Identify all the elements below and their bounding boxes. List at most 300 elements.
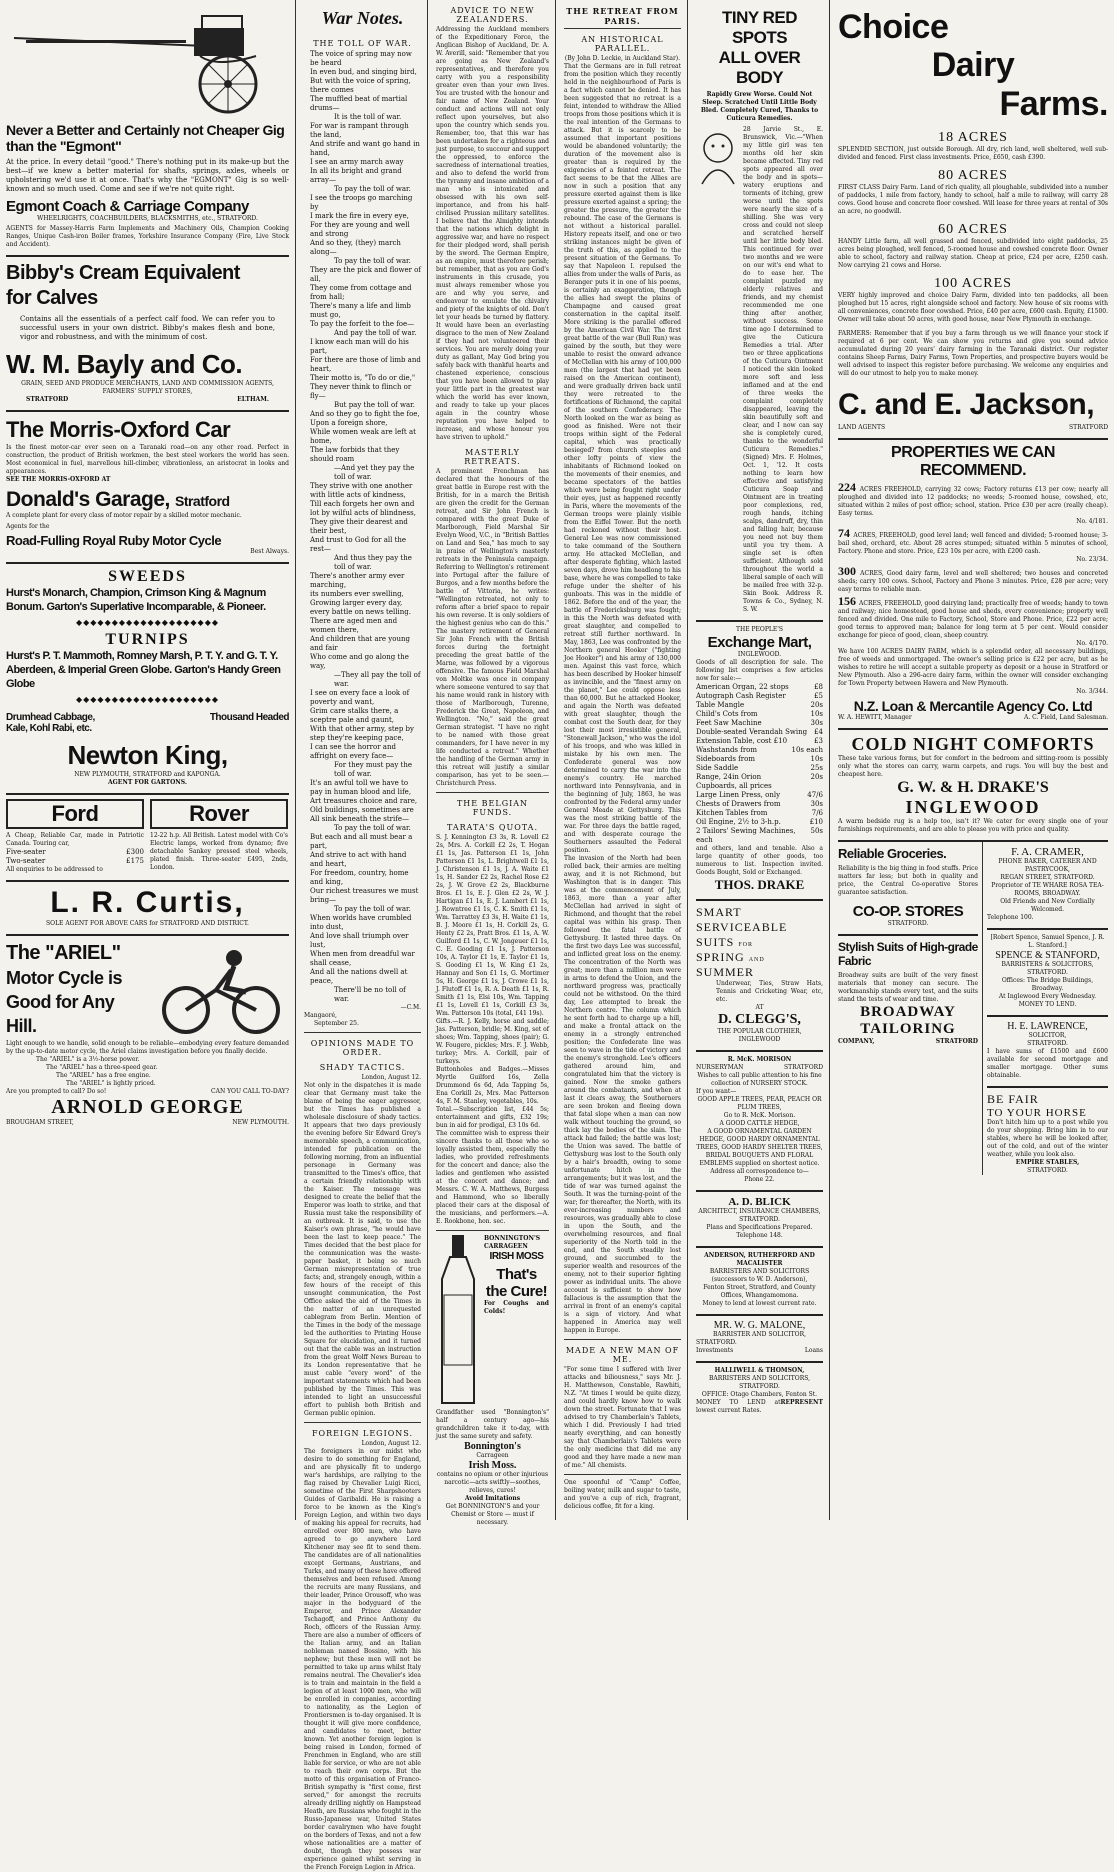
shady-title: SHADY TACTICS. <box>319 1063 406 1072</box>
ariel-call: CAN YOU CALL TO-DAY? <box>211 1088 289 1095</box>
ariel-body: Light enough to we handle, solid enough to be reliable—embodying every feature demanded by the up-to-date motor cycle, the Ariel claims investigation before you finally decide. <box>6 1040 289 1055</box>
farm-listing-body: VERY highly improved and choice Dairy Farm, divided into ten paddocks, all been ploughed but 15 acres, right alongside school and factory. New house of six rooms with all conveniences, concrete floor cowshed. Price, £40 per acre, £600 cash. Equity, £1500. Owner will take about 50 acres, with good house, near New Plymouth in exchange. <box>838 292 1108 323</box>
garage-town: Stratford <box>174 493 230 509</box>
column-ads-left <box>0 0 296 1520</box>
committee-body: The committee wish to express their sincere thanks to all those who so loyally assisted them, especially the ladies, who provided refreshments for the concert and dance; also the ladies and gentlemen who assisted at the concert and dance; and Messrs. C. W. A. Matthews, Burgess and Hammond, who so liberally placed their cars at the disposal of the musicians, and performers.—A. E. Rookbone, hon. sec. <box>436 1130 549 1225</box>
cramer-name: F. A. CRAMER, <box>1011 846 1084 858</box>
exchange-item <box>696 791 823 800</box>
morison-ad <box>696 1052 823 1192</box>
anderson-money: Money to lend at lowest current rate. <box>702 1300 817 1307</box>
garage-plant: A complete plant for every class of motor repair by a skilled motor mechanic. <box>6 512 242 519</box>
morison-phone: Phone 22. <box>744 1176 775 1183</box>
exchange-item <box>696 809 823 818</box>
fund-title: THE BELGIAN FUNDS. <box>456 799 529 817</box>
poem-line: For war is rampant through the land, <box>310 122 409 139</box>
poem-line: For there are those of limb and heart, <box>310 356 421 373</box>
anderson-ad <box>696 1248 823 1316</box>
morris-ad <box>6 412 289 564</box>
horse-ad <box>987 1088 1108 1175</box>
column-retreat <box>558 0 688 1520</box>
poem-line: The muffled beat of martial drums— <box>310 95 408 112</box>
clegg-headline-3: SUITS <box>696 935 735 949</box>
parallel-body-2: The invasion of the North had been rolled back, their armies are melting away, and it is not Richmond, but Washington that is in danger. This was at the commencement of July, 1863, more than a year after McClellan had arrived in sight of Richmond, and thought that the rebel capital was within his grasp. Then followed the fatal battle of Gettysburg. It lasted three days. On the first two days Lee was successful, and inflicted great loss on the enemy. The concentration of the North was great; more than a million men were in arms to defend the Union, and the northward progress was, practically could not be withstood. On the third day, Lee attempted to break the Northern centre. The column which he sent forth had to charge up a hill, and make a frontal attack on the enemy in a strongly entrenched position; the Confederate line was seen to wave in the tide of victory and the enemy's stronghold. Lee's officers gathered around him, and congratulated him that the victory is gained. Now the smoke gathers around the combatants, and when at last it clears away, the Southerners are seen broken and fleeing down that fatal slope when a man can now walk without touching the ground, so thick lay the bodies of the slain. The attack had failed; the battle was lost; the Union was saved. The battle of Gettysburg was lost to the South only by a hair's breadth, owing to some unfortunate hitch in the arrangements; but it was lost, and the tide of war was turned against the South. It was the turning-point of the war; for thereafter, the North, with its ever-increasing numbers and resources, was gradually able to close in upon the South, and the overwhelming resources, and final superiority of the North told in the end, and the South steadily lost ground, and succumbed to the superior wealth and resources of the enemy, not to their superior fighting power as individual units. The above account is sufficient to show how fallacious is the assumption that the arrival in front of an enemy's capital is a sign of victory. And what happened in America may well happen in Europe. <box>564 855 681 1334</box>
cabbage-left: Drumhead Cabbage, <box>6 712 95 723</box>
ariel-line-2: The "ARIEL" has a three-speed gear. <box>46 1064 158 1071</box>
poem-line: All sink beneath the strife— <box>310 815 409 823</box>
lawrence-body: I have sums of £1500 and £600 available for second mortgage and smaller mortgage. Other sums obtainable. <box>987 1048 1108 1079</box>
arnold-george: ARNOLD GEORGE <box>51 1096 244 1118</box>
shady-body: Not only in the dispatches it is made clear that Germany must take the blame of being the eager aggressor, but the Times has published a wholesale disclosure of shady tactics. It appears that two days previously the evening before Sir Edward Grey's memorable speech, a communication, intended for publication on the following morning, from an influential personage in Germany was transmitted to the Times's office, that a certain friendly relationship with the Kaiser. The message was designed to create the belief that the Emperor was loath to strike, and that Russia must take the responsibility of an outbreak. It is said, to use the Kaiser's own phrase, "he would have been the last to keep peace." The Times decided that the best place for the communication was the waste-paper basket, it being so much German misrepresentation of true facts; and, strangely enough, within a few hours of the receipt of this unsought communication, the Post Office asked the aid of the Times in the matter of an unrequested cablegram from Berlin. Mention of the Times in the body of the message led the authorities to Printing House Square for elucidation, and it turned out that the cable was an instruction from the great Wolff News Bureau to its London representative that he must cable "every word" of the important statements which had been published by the Times. This was intended to light an unsuccessful effort to publish both British and German public opinion. <box>304 1082 421 1417</box>
spence-role: BARRISTERS & SOLICITORS, <box>1001 961 1094 968</box>
farmers-notice: FARMERS: Remember that if you buy a farm through us we will finance your stock if required at 6 per cent. We can show you returns and give you sound advice accumulated during 20 years' dairy farming in the Taranaki district. Our register contains Sheep Farms, Dairy Farms, Town Properties, and prospective buyers would be well advised to inspect this register before purchasing. We welcome any enquiries and will do our utmost to help you to make money. <box>838 330 1108 377</box>
cramer-line-2: REGAN STREET, STRATFORD. <box>1000 874 1095 881</box>
turnips-title: TURNIPS <box>105 631 190 648</box>
property-acres: 156 <box>838 594 860 608</box>
poem-line: To pay the toll of war. <box>334 257 411 265</box>
anderson-name: ANDERSON, RUTHERFORD AND MACALISTER <box>704 1252 815 1267</box>
stylish-title: Stylish Suits of High-grade Fabric <box>838 940 978 968</box>
ford-title: Ford <box>6 799 144 829</box>
poem-line: It's an awful toll we have to pay in human blood and life, <box>310 779 412 796</box>
cold-body: These take various forms, but for comfort in the bedroom and sitting-room is possibly only what the stores can carry, warm carpets, and rugs. You will buy the best and cheapest here. <box>838 755 1108 778</box>
newton-agent: AGENT FOR GARTONS. <box>108 779 187 786</box>
farm-listing-body: SPLENDID SECTION, just outside Borough. All dry, rich land, well sheltered, well sub-divided and fenced. First class investments. Price, £650, cash £390. <box>838 146 1108 161</box>
dairy-farms-ad <box>838 4 1108 440</box>
props-list <box>838 480 1109 648</box>
exchange-item-name: Feet Saw Machine <box>696 719 762 727</box>
property-body: ACRES, FREEHOLD, good level land; well fenced and divided; 5-roomed house; 3-bail shed, orchard, etc. About 28 acres stumped; situated within 5 minutes of school, Factory. Phone and store. Price, £23 10s per acre, with £200 cash. <box>838 532 1109 555</box>
malone-loans: Loans <box>804 1347 823 1354</box>
exchange-item <box>696 737 823 746</box>
parallel-title: AN HISTORICAL PARALLEL. <box>581 35 664 53</box>
groceries-ad <box>838 842 978 936</box>
property-item <box>838 480 1108 526</box>
poem-line: Who come and go along the way, <box>310 653 409 670</box>
curtis-sub: SOLE AGENT FOR ABOVE CARS for STRATFORD AND DISTRICT. <box>46 920 249 927</box>
bon-headline-1: That's <box>496 1266 537 1283</box>
agents-for: Agents for the <box>6 523 50 530</box>
poem-line: There's another army ever marching, <box>310 572 405 589</box>
exchange-item <box>696 755 823 764</box>
exchange-item <box>696 701 823 710</box>
poem-line: And children that are young and fair <box>310 635 410 652</box>
poem-line: For they must pay the toll of war. <box>334 761 412 778</box>
poem-line: When men from dreadful war shall cease, <box>310 950 415 967</box>
farm-listing-title: 18 ACRES <box>938 130 1008 145</box>
exchange-owner: THOS. DRAKE <box>714 877 805 892</box>
property-acres: 224 <box>838 480 860 494</box>
poem-line: While women weak are left at home, <box>310 428 416 445</box>
swedes-body: Hurst's Monarch, Champion, Crimson King & Magnum Bonum. Garton's Superlative Incomparable, & Pioneer. <box>6 587 266 613</box>
poem-place: Mangaoré, <box>304 1012 337 1019</box>
bottle-icon <box>436 1235 480 1405</box>
poem-line: Upon a foreign shore, <box>310 419 388 427</box>
farm-listing-body: FIRST CLASS Dairy Farm. Land of rich quality, all ploughable, subdivided into a number of paddocks, 1 mile from factory, handy to school, half a mile to railway, will carry 28 cows. Good house and concrete floor cowshed. Will lease for three years at rental of 30s an acre, no goodwill. <box>838 184 1108 215</box>
poem-line: I mark the fire in every eye, <box>310 212 409 220</box>
reliable-body: Reliability is the big thing in food stuffs. Price matters far less; but both in quality and price, the Central Co-operative Stores guarantee satisfaction. <box>838 865 978 896</box>
clegg-ad <box>696 901 823 1052</box>
poem-line: And pay the toll of war. <box>334 329 417 337</box>
horse-title-2: TO YOUR HORSE <box>987 1107 1087 1119</box>
legions-date: London, August 12. <box>361 1440 421 1447</box>
poem-line: Till each forgets her own and lot by wilful acts of blindness, <box>310 500 416 517</box>
property-item <box>838 564 1108 594</box>
morison-goto: Go to R. McK. Morison. <box>723 1112 796 1119</box>
stylish-body: Broadway suits are built of the very finest materials that money can secure. The workmanship stands every test, and the suits stand the tests of wear and time. <box>838 972 978 1003</box>
exchange-item-price: 10s <box>810 710 823 718</box>
spence-ad <box>987 930 1108 1017</box>
poem-line: To pay the toll of war. <box>334 905 411 913</box>
ford-section <box>6 799 144 874</box>
lawrence-town: STRATFORD. <box>1027 1040 1068 1047</box>
column-war-notes <box>298 0 428 1871</box>
poem-line: To pay the forfeit to the foe— <box>310 320 415 328</box>
coffee-body: One spoonful of "Camp" Coffee, boiling water, milk and sugar to taste, and you've a cup of rich, fragrant, delicious coffee, fit for a king. <box>564 1479 681 1510</box>
lawrence-role: SOLICITOR, <box>1028 1032 1067 1039</box>
exchange-item-name: Table Mangle <box>696 701 745 709</box>
bayly-company: W. M. Bayly and Co. <box>6 349 243 379</box>
properties-ad <box>838 440 1108 730</box>
lawrence-ad <box>987 1017 1108 1088</box>
clegg-for: FOR <box>738 942 754 948</box>
curtis-ad <box>6 882 289 936</box>
nz-loan-mgr: W. A. HEWITT, Manager <box>838 714 912 721</box>
poem-line: I see an army march away <box>310 158 404 166</box>
spots-headline-1: TINY RED SPOTS <box>721 8 798 47</box>
property-number: No. 4/170. <box>1076 640 1108 647</box>
exchange-item-price: £10 <box>809 818 823 826</box>
cabbage-right: Thousand Headed <box>209 712 289 723</box>
bon-headline-2: the Cure! <box>485 1283 548 1300</box>
halliwell-role: BARRISTERS AND SOLICITORS, STRATFORD. <box>708 1375 811 1390</box>
property-body: ACRES FREEHOLD, carrying 32 cows; Factory returns £13 per cow; nearly all ploughed and divided into 12 paddocks; no weeds; 5-roomed house, cowshed, etc, situated within 2 miles of post office; school, station. Price £30 per acre (really cheap). Easy terms. <box>838 486 1108 517</box>
property-body: ACRES, Good dairy farm, level and well sheltered; two houses and concreted sheds; carry 100 cows. School, Factory and Phone 3 minutes. Price, £28 per acre; very easy terms to reliable man. <box>838 570 1108 593</box>
cold-title: COLD NIGHT COMFORTS <box>851 734 1095 754</box>
cold-night-ad <box>838 730 1108 842</box>
ariel-line-3: The "ARIEL" has a free engine. <box>56 1072 151 1079</box>
cramer-line-3: Proprietor of TE WHARE ROSA TEA-ROOMS, BROADWAY. <box>991 882 1104 897</box>
exchange-item-name: Washstands from <box>696 746 758 754</box>
motor-cycle-brand: Road-Fulling Royal Ruby Motor Cycle <box>6 533 222 548</box>
poem-line: There are aged men and women there, <box>310 617 398 634</box>
poem-line: Growing larger every day, every battle on news telling. <box>310 599 411 616</box>
poem-line: When worlds have crumbled into dust, <box>310 914 412 931</box>
props-title: PROPERTIES WE CAN RECOMMEND. <box>891 444 1055 479</box>
cramer-ad <box>987 842 1108 930</box>
legions-title: FOREIGN LEGIONS. <box>311 1429 414 1438</box>
poem-line: I see the troops go marching by <box>310 194 413 211</box>
poem-line: For freedom, country, home and king, <box>310 869 409 886</box>
total-body: Total.—Subscription list, £44 5s; entertainment and gifts, £32 19s; bun in aid for prodigal, £3 10s 6d. <box>436 1106 549 1129</box>
broadway-2: TAILORING <box>860 1021 956 1037</box>
poem-line: They never think to flinch or fly— <box>310 383 412 400</box>
clegg-and: AND <box>748 957 765 963</box>
exchange-item-name: Double-seated Verandah Swing <box>696 728 808 736</box>
spence-money: MONEY TO LEND. <box>1018 1001 1077 1008</box>
poem-line: —They all pay the toll of war. <box>334 671 421 688</box>
poem-line: Grim care stalks there, a sceptre pale and gaunt, <box>310 707 399 724</box>
poem-line: To pay the toll of war. <box>334 824 411 832</box>
bibby-ad <box>6 257 289 412</box>
halliwell-office: OFFICE: Otago Chambers, Fenton St. <box>701 1391 818 1398</box>
property-acres: 300 <box>838 564 861 578</box>
shady-date: London, August 12. <box>361 1074 421 1081</box>
morison-want-1: If you want— <box>696 1088 737 1095</box>
halliwell-name: HALLIWELL & THOMSON, <box>714 1367 805 1374</box>
poem-date: September 25. <box>314 1020 359 1027</box>
turnips-body: Hurst's P. T. Mammoth, Romney Marsh, P. T. Y. and G. T. Y. Aberdeen, & Imperial Green Globe. Garton's Handy Green Globe <box>6 650 281 690</box>
buttonholes-body: Buttonholes and Badges.—Misses Myrtle Guilford 16s, Zella Drummond 6s 6d, Ada Tapping 5s, Ena Corkill 2s, Mrs. Mac Patterson 4s, F. M. Stanley, vegetables, 10s. <box>436 1066 549 1105</box>
jackson-town: STRATFORD <box>1068 424 1108 431</box>
poem-line: For they are young and well and strong <box>310 221 410 238</box>
poem-line: To pay the toll of war. <box>334 185 411 193</box>
blick-name: A. D. BLICK <box>728 1196 791 1208</box>
poem-line: And thus they pay the toll of war. <box>334 554 412 571</box>
ford-enquiries: All enquiries to be addressed to <box>6 866 103 873</box>
poem-line: They come from cottage and from hall; <box>310 284 412 301</box>
clegg-sub: THE POPULAR CLOTHIER, INGLEWOOD <box>717 1028 802 1043</box>
morison-body: Wishes to call public attention to his fine collection of NURSERY STOCK. <box>697 1072 822 1087</box>
rover-body: 12-22 h.p. All British. Latest model with Co's Electric lamps, worked from dynamo; five detachable Sankey pressed steel wheels, plated finish. Three-seater £495, 2nds, London. <box>150 832 288 871</box>
egmont-trades: WHEELRIGHTS, COACHBUILDERS, BLACKSMITHS, etc., STRATFORD. <box>37 215 258 222</box>
spots-sub: Rapidly Grew Worse. Could Not Sleep. Scratched Until Little Body Bled. Completely Cured, Thanks to Cuticura Remedies. <box>700 91 819 122</box>
horse-title-1: BE FAIR <box>987 1092 1039 1106</box>
gifts-body: Gifts.—R. J. Kelly, horse and saddle; Jas. Patterson, bridle; M. King, set of shoes; Wm. Tapping, shoes (pair); G. W. Fougere, pickles; Mrs. F. J. Webb, turkey; Mrs. A. Corkill, pair of turkeys. <box>436 1018 549 1065</box>
exchange-item-name: Sideboards from <box>696 755 755 763</box>
halliwell-rep: REPRESENT <box>780 1399 823 1406</box>
taraata-body: S. J. Kennington £3 3s, R. Lovell £2 2s, Mrs. A. Corkill £2 2s, T. Hogan £1 1s, Jas. Patterson £1 1s, John Patterson £1 1s, L. Brightwell £1 1s, J. Christenson £1 1s, J. A. Waite £1 1s, H. Sander £2 2s, Rachel Rose £2 2s, J. W. Grove £2 2s, Blackburne Bros. £1 1s, E. J. Glen £2 2s, W. J. Hartigan £1 1s, E. J. Lambert £1 1s, J. Rowntree £1 1s, C. K. Smith £1 1s, Wm. Tarrattey £3 3s, H. Waite £1 1s, B. J. Moore £1 1s, H. Corkill 2s, G. Henty £2 2s, Pratt Bros. £1 1s, A. W. Guilford £1 1s, C. W. Jongeuer £1 1s, C. E. Gooding £1 1s, J. Patterson 10s, A. Taylor £1 1s, E. Taylor £1 1s, S. Gooding £1 1s, W. King £1 2s, Hannay and Son £1 1s, G. Mortimer 5s, H. George £1 1s, J. Crowe £1 1s, J. Flutoff £1 1s, R. A. Death £1 1s, R. Smith £1 1s, Elsi 10s, Wm. Tapping £1 1s, Lovell £1 1s, Corkill £3 3s, Wm. Patterson 10s (total, £41 19s). <box>436 834 549 1017</box>
retreat-title: THE RETREAT FROM PARIS. <box>564 6 681 29</box>
poem-line: Their motto is, "To do or die," <box>310 374 416 382</box>
exchange-title: Exchange Mart, <box>707 634 812 651</box>
halliwell-ad <box>696 1363 823 1415</box>
clegg-headline-2: SERVICEABLE <box>696 920 788 934</box>
blick-phone: Telephone 148. <box>736 1232 783 1239</box>
spence-town: STRATFORD. <box>1027 969 1068 976</box>
anderson-role: BARRISTERS AND SOLICITORS (successors to W. D. Anderson), <box>709 1268 810 1283</box>
empire-stables: EMPIRE STABLES, <box>1015 1159 1080 1166</box>
spence-firm: [Robert Spence, Samuel Spence, J. R. L. Stanford.] <box>990 934 1105 949</box>
poem-line: —And yet they pay the toll of war. <box>334 464 415 481</box>
broadway-town: STRATFORD <box>935 1038 978 1045</box>
exchange-item <box>696 710 823 719</box>
poem-line: They give their dearest and their best, <box>310 518 408 535</box>
bon-get: Get BONNINGTON'S and your Chemist or Store — must if necessary. <box>445 1503 540 1526</box>
curtis-name: L. R. Curtis, <box>50 886 245 919</box>
poem-line: In even bud, and singing bird, <box>310 68 417 76</box>
property-number: No. 23/34. <box>1076 556 1108 563</box>
property-acres: 74 <box>838 526 854 540</box>
poem-line: They are the pick and flower of all, <box>310 266 421 283</box>
poem-line: And all the nations dwell at peace, <box>310 968 408 985</box>
swedes-title: SWEEDS <box>108 568 187 585</box>
bon-brand-1: BONNINGTON'S <box>484 1235 541 1242</box>
lawrence-name: H. E. LAWRENCE, <box>1007 1021 1088 1032</box>
exchange-item-name: 2 Tailors' Sewing Machines, each <box>696 827 796 844</box>
exchange-item-name: Oil Engine, 2½ to 3-h.p. <box>696 818 781 826</box>
exchange-item-price: 10s <box>810 755 823 763</box>
exchange-goods: Goods of all description for sale. The following list comprises a few articles now for sale:— <box>696 659 823 682</box>
clegg-list: Underwear, Ties, Straw Hats, Tennis and Cricketing Wear, etc, etc. <box>716 980 823 1003</box>
exchange-item <box>696 764 823 773</box>
exchange-item-price: 7/6 <box>811 809 823 817</box>
bon-body: Grandfather used "Bonnington's" half a century ago—his grandchildren take it to-day, with just the same surety and safety. <box>436 1409 549 1440</box>
poem-line: The law forbids that they should roam <box>310 446 400 463</box>
opinions-title: OPINIONS MADE TO ORDER. <box>310 1039 415 1057</box>
newton-towns: NEW PLYMOUTH, STRATFORD and KAPONGA. <box>74 771 221 778</box>
exchange-item <box>696 692 823 701</box>
poem-line: There'll be no toll of war. <box>334 986 406 1003</box>
poem-line: And so they go to fight the foe, <box>310 410 420 418</box>
poem-line: They strive with one another with little acts of kindness, <box>310 482 413 499</box>
malone-role: BARRISTER AND SOLICITOR, <box>712 1331 807 1338</box>
farm-listings <box>838 130 1108 324</box>
exchange-item-name: Large Linen Press, only <box>696 791 781 799</box>
exchange-mart-ad <box>696 622 823 901</box>
nz-loan-name: N.Z. Loan & Mercantile Agency Co. Ltd <box>853 698 1093 714</box>
spence-offices: Offices: The Bridge Buildings, Broadway. <box>1001 977 1094 992</box>
morris-see: SEE THE MORRIS-OXFORD AT <box>6 476 111 483</box>
morison-role: NURSERYMAN <box>696 1064 744 1071</box>
clegg-headline-1: SMART <box>696 905 742 919</box>
exchange-item-price: 30s <box>810 719 823 727</box>
poem-line: With that other army, step by step they're keeping pace, <box>310 725 414 742</box>
jackson-role: LAND AGENTS <box>838 424 886 431</box>
exchange-item <box>696 800 823 809</box>
farms-word: Farms. <box>999 85 1108 123</box>
exchange-item-price: 50s <box>810 827 823 835</box>
props-more: We have 100 ACRES DAIRY FARM, which is a splendid order, all necessary buildings, free of weeds and unmortgaged. The owner's selling price is £22 per acre, but as he wishes to retire he will accept a suitable property as deposit or a house in Stratford or New Plymouth. Also a 296-acre dairy farm, within the owner will consider exchanging for Town Property between Hawera and New Plymouth. <box>838 648 1108 687</box>
bibby-body: Contains all the essentials of a perfect calf food. We can refer you to successful users in your own district. Bibby's makes flesh and bone, vigor and robustness, and with the minimum of cost. <box>20 315 275 341</box>
clegg-headline-5: SUMMER <box>696 965 755 979</box>
egmont-company: Egmont Coach & Carriage Company <box>6 198 249 215</box>
masterly-title: MASTERLY RETREATS. <box>464 448 521 466</box>
bibby-headline-1: Bibby's Cream Equivalent <box>6 262 240 284</box>
poem-line: It is the toll of war. <box>334 113 402 121</box>
bonnington-ad <box>436 1235 549 1409</box>
cuticura-ad <box>696 4 823 622</box>
ford-five-seater-price: £300 <box>126 848 144 856</box>
blick-plans: Plans and Specifications Prepared. <box>706 1224 813 1231</box>
bon-product-2: Carrageen <box>476 1452 509 1459</box>
morris-body: Is the finest motor-car ever seen on a Taranaki road—on any other road. Perfect in construction, the product of British workmen, the best steel workers the world has seen. Most economical in fuel, marvellous hill-climber, vibrationless, an aristocrat in looks and appearances. <box>6 444 289 475</box>
malone-town: STRATFORD. <box>696 1339 737 1346</box>
made-title: MADE A NEW MAN OF ME. <box>565 1346 680 1364</box>
exchange-town: INGLEWOOD. <box>737 651 782 658</box>
advice-title: ADVICE TO NEW ZEALANDERS. <box>450 6 535 24</box>
bon-product-3: Irish Moss. <box>468 1460 517 1471</box>
exchange-item-name: Autograph Cash Register <box>696 692 786 700</box>
poem-line: And so they, (they) march along— <box>310 239 401 256</box>
war-notes-title: War Notes. <box>321 8 404 28</box>
advice-body: Addressing the Auckland members of the Expeditionary Force, the Anglican Bishop of Auckland, Dr. A. W. Averill, said: "Remember that you are going as New Zealand's representatives, and therefore you carry with you a responsibility greater even than your own lives. You are trusted with the honour and fair name of New Zealand. Your conduct and actions will not only reflect upon yourselves, but also upon the country which sends you. Remember, too, that this war has been undertaken for a righteous and just purpose, to succour and support the oppressed, to enforce the sacredness of international treaties, and also to defend the world from the tyranny and insane ambition of a man who is intoxicated and obsessed with his own self-importance, and from his half-civilised Prussian military satellites. I believe that the Almighty intends that the nations which delight in aggressive war, and have no respect for their pledged word, shall perish by the sword. The German Empire, as an empire, must therefore perish; but remember, that as you are God's instruments in this crusade, you must always remember whose you are and why you serve, and endeavour to emulate the chivalry and piety of the knights of old. Don't let your heads be turned by flattery. It would have been an everlasting disgrace to the men of New Zealand if they had not volunteered their services. You are merely doing your duty as gallant, May God bring you safely back with thankful hearts and chastened experience, conscious that you have been allowed to play your little part in the greatest war which the world has ever known, and ready to take up your places again in the country whose reputation you have helped to increase, and whose honour you have striven to uphold." <box>436 26 549 441</box>
morris-headline: The Morris-Oxford Car <box>6 417 231 442</box>
property-body: ACRES, FREEHOLD, good dairying land; practically free of weeds; handy to town and railway; nice homestead, good house and sheds, every convenience; property well fenced and divided. One mile to Factory, School, Store and Phone. Price, £22 per acre; good terms to approved man; balance for long term at 5 per cent. Would consider exchange for piece of good, clean, sheep country. <box>838 600 1109 639</box>
poem-line: The voice of spring may now be heard <box>310 50 412 67</box>
poem-line: Old buildings, sometimes are <box>310 806 414 814</box>
egmont-headline: Never a Better and Certainly not Cheaper Gig than the "Egmont" <box>6 122 285 154</box>
exchange-item-price: 25s <box>810 764 823 772</box>
poem-line: I can see the horror and affright on every face— <box>310 743 396 760</box>
bon-avoid: Avoid Imitations <box>464 1495 521 1502</box>
poem-line: But pay the toll of war. <box>334 401 415 409</box>
ford-body: A Cheap, Reliable Car, made in Patriotic Canada. Touring car, <box>6 832 144 847</box>
ford-two-seater: Two-seater <box>6 857 46 865</box>
exchange-item-price: £4 <box>814 728 823 736</box>
bibby-headline-2: for Calves <box>6 287 98 309</box>
cramer-phone: Telephone 100. <box>987 914 1034 921</box>
morison-want-4: A GOOD ORNAMENTAL GARDEN HEDGE, GOOD HARDY ORNAMENTAL TREES, GOOD HARDY SHELTER TREES, <box>696 1128 823 1151</box>
exchange-item-price: 10s each <box>791 746 823 754</box>
farm-listing-title: 60 ACRES <box>938 222 1008 237</box>
exchange-item <box>696 827 823 845</box>
property-item <box>838 526 1109 564</box>
coop-town: STRATFORD. <box>887 920 929 927</box>
exchange-item <box>696 719 823 728</box>
ariel-headline-2: Motor Cycle is <box>6 968 123 988</box>
column-small-ads <box>690 0 830 1520</box>
rover-title: Rover <box>150 799 288 829</box>
seeds-ad <box>6 564 289 795</box>
ford-two-seater-price: £175 <box>126 857 144 865</box>
spence-name: SPENCE & STANFORD, <box>995 950 1100 961</box>
clegg-name: D. CLEGG'S, <box>718 1012 801 1027</box>
ariel-ad <box>6 936 289 1127</box>
exchange-item <box>696 728 823 737</box>
bon-product-1: Bonnington's <box>464 1441 521 1452</box>
poem-line: Our richest treasures we must bring— <box>310 887 419 904</box>
ariel-headline-3: Good for Any <box>6 992 115 1012</box>
taraata-title: TARATA'S QUOTA. <box>446 823 538 832</box>
spence-ingle: At Inglewood Every Wednesday. <box>998 993 1097 1000</box>
exchange-item-name: Cupboards, all prices <box>696 782 772 790</box>
choice-word: Choice <box>838 8 949 46</box>
halliwell-money: MONEY TO LEND at lowest current Rates. <box>696 1399 781 1414</box>
exchange-item <box>696 818 823 827</box>
morison-want-3: A GOOD CATTLE HEDGE, <box>719 1120 800 1127</box>
exchange-item-name: Kitchen Tables from <box>696 809 768 817</box>
exchange-item-name: Child's Cots from <box>696 710 758 718</box>
exchange-items-list <box>696 683 823 845</box>
poem-line: I see on every face a look of poverty and want, <box>310 689 410 706</box>
horse-body: Don't hitch him up to a post while you do your shopping. Bring him in to our stables, where he will be looked after, out of the cold, and out of the winter weather, while you look also. <box>987 1119 1108 1158</box>
bayly-town-eltham: ELTHAM. <box>237 396 269 403</box>
cabbage-line-2: Kale, Kohl Rabi, etc. <box>6 723 92 734</box>
poem-line: its numbers ever swelling, <box>310 590 404 598</box>
empire-town: STRATFORD. <box>1027 1167 1068 1174</box>
blick-role: ARCHITECT, INSURANCE CHAMBERS, STRATFORD. <box>698 1208 821 1223</box>
ariel-headline-1: The "ARIEL" <box>6 942 121 964</box>
poem-line: And love shall triumph over lust, <box>310 932 409 949</box>
broadway-ad <box>838 936 978 1046</box>
poem-line: Art treasures choice and rare, <box>310 797 418 805</box>
morison-name: R. McK. MORISON <box>727 1056 792 1063</box>
exchange-item-name: American Organ, 22 stops <box>696 683 789 691</box>
exchange-item <box>696 773 823 782</box>
bon-brand-3: IRISH MOSS <box>489 1251 544 1262</box>
ornament-divider: ◆◆◆◆◆◆◆◆◆◆◆◆◆◆◆◆◆◆◆◆ <box>75 618 220 627</box>
property-number: No. 4/181. <box>1076 518 1108 525</box>
exchange-item-price: 47/6 <box>807 791 823 799</box>
exchange-peoples: THE PEOPLE'S <box>735 626 784 633</box>
exchange-item-price: 30s <box>810 800 823 808</box>
arnold-town: NEW PLYMOUTH. <box>232 1119 289 1126</box>
farm-listing-title: 80 ACRES <box>938 168 1008 183</box>
malone-investments: Investments <box>696 1347 734 1354</box>
ford-rover-ad <box>6 795 289 882</box>
clegg-headline-4: SPRING <box>696 950 745 964</box>
column-advice <box>430 0 556 1526</box>
